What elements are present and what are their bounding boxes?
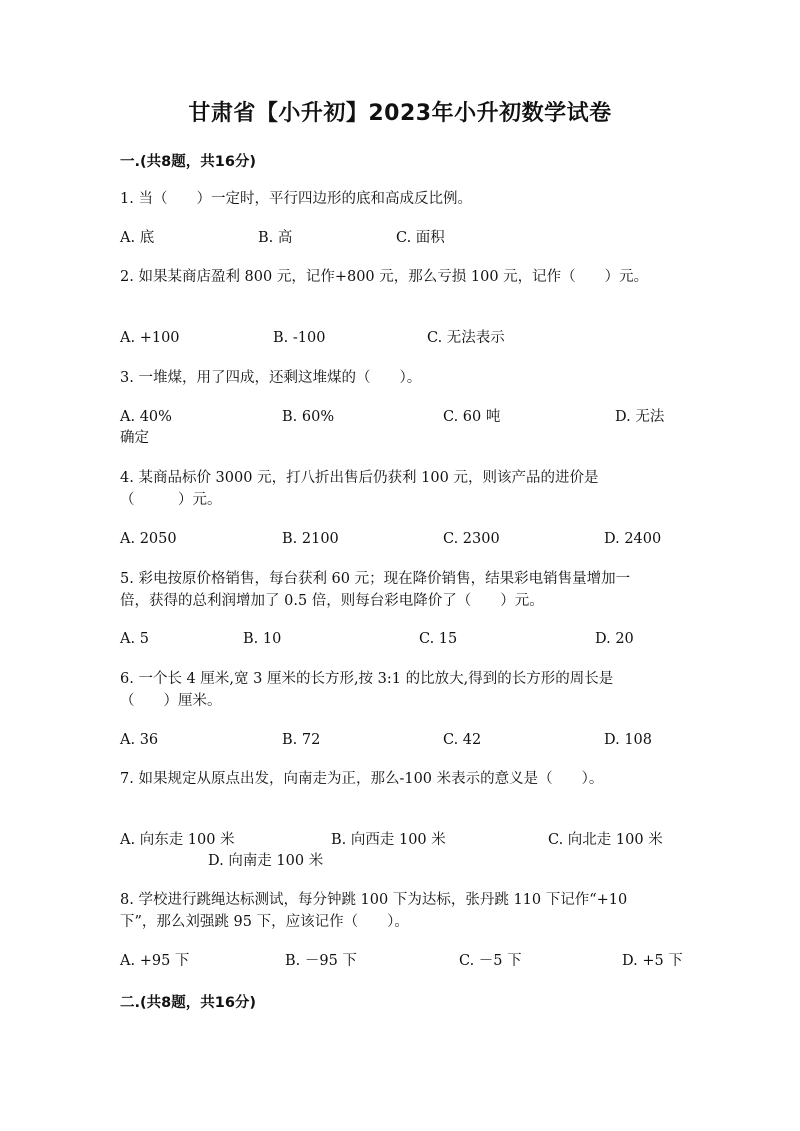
question-line: 8. 学校进行跳绳达标测试，每分钟跳 100 下为达标，张丹跳 110 下记作“+10 [120, 892, 628, 908]
question-4-option-c: C. 2300 [443, 531, 500, 547]
question-3-text [120, 367, 682, 389]
question-1-text [120, 188, 682, 210]
question-2-option-b: B. -100 [273, 330, 326, 346]
question-5-option-a: A. 5 [120, 631, 149, 647]
question-line: 4. 某商品标价 3000 元，打八折出售后仍获利 100 元，则该产品的进价是 [120, 470, 599, 486]
question-7-option-d: D. 向南走 100 米 [208, 853, 324, 869]
question-line: 7. 如果规定从原点出发，向南走为正，那么-100 米表示的意义是（ ）。 [120, 771, 604, 787]
question-5-text [120, 568, 682, 612]
question-line: 倍，获得的总利润增加了 0.5 倍，则每台彩电降价了（ ）元。 [120, 593, 544, 609]
question-line: 5. 彩电按原价格销售，每台获利 60 元；现在降价销售，结果彩电销售量增加一 [120, 571, 631, 587]
question-6-option-b: B. 72 [282, 732, 321, 748]
question-6-option-c: C. 42 [443, 732, 482, 748]
question-line: （ ）厘米。 [120, 693, 222, 709]
question-7-text [120, 768, 682, 790]
question-2-text [120, 266, 682, 288]
question-4-option-b: B. 2100 [282, 531, 339, 547]
question-1-option-b: B. 高 [258, 230, 293, 246]
question-8-option-c: C. －5 下 [459, 953, 522, 969]
question-3-option-a: A. 40% [120, 409, 172, 425]
question-3-option-b: B. 60% [282, 409, 335, 425]
page-title: 甘肃省【小升初】2023年小升初数学试卷 [188, 101, 612, 126]
question-7-option-a: A. 向东走 100 米 [120, 832, 235, 848]
question-4-option-d: D. 2400 [604, 531, 662, 547]
question-5-option-b: B. 10 [243, 631, 282, 647]
question-8-option-b: B. －95 下 [285, 953, 357, 969]
section-heading-1: 一.(共8题，共16分) [120, 154, 257, 170]
question-3-option-d: D. 无法 [615, 409, 665, 425]
question-6-text [120, 668, 682, 712]
question-line: 2. 如果某商店盈利 800 元，记作+800 元，那么亏损 100 元，记作（ ）元。 [120, 269, 649, 285]
question-5-option-c: C. 15 [419, 631, 458, 647]
question-6-option-a: A. 36 [120, 732, 159, 748]
question-4-text [120, 467, 682, 511]
question-line: （ ）元。 [120, 492, 222, 508]
section-heading-2: 二.(共8题，共16分) [120, 995, 257, 1011]
question-line: 6. 一个长 4 厘米,宽 3 厘米的长方形,按 3:1 的比放大,得到的长方形的周长是 [120, 671, 614, 687]
question-3-option-d-wrap: 确定 [120, 430, 149, 446]
question-2-option-c: C. 无法表示 [427, 330, 505, 346]
question-1-option-c: C. 面积 [396, 230, 445, 246]
question-1-option-a: A. 底 [120, 230, 155, 246]
question-line: 1. 当（ ）一定时，平行四边形的底和高成反比例。 [120, 191, 472, 207]
question-6-option-d: D. 108 [604, 732, 653, 748]
question-3-option-c: C. 60 吨 [443, 409, 501, 425]
question-7-option-c: C. 向北走 100 米 [548, 832, 663, 848]
question-line: 下”，那么刘强跳 95 下，应该记作（ ）。 [120, 914, 409, 930]
question-2-option-a: A. +100 [120, 330, 180, 346]
question-4-option-a: A. 2050 [120, 531, 177, 547]
question-8-text [120, 889, 682, 933]
question-8-option-a: A. +95 下 [120, 953, 190, 969]
question-8-option-d: D. +5 下 [622, 953, 683, 969]
question-7-option-b: B. 向西走 100 米 [331, 832, 446, 848]
question-line: 3. 一堆煤，用了四成，还剩这堆煤的（ ）。 [120, 370, 422, 386]
question-5-option-d: D. 20 [595, 631, 634, 647]
